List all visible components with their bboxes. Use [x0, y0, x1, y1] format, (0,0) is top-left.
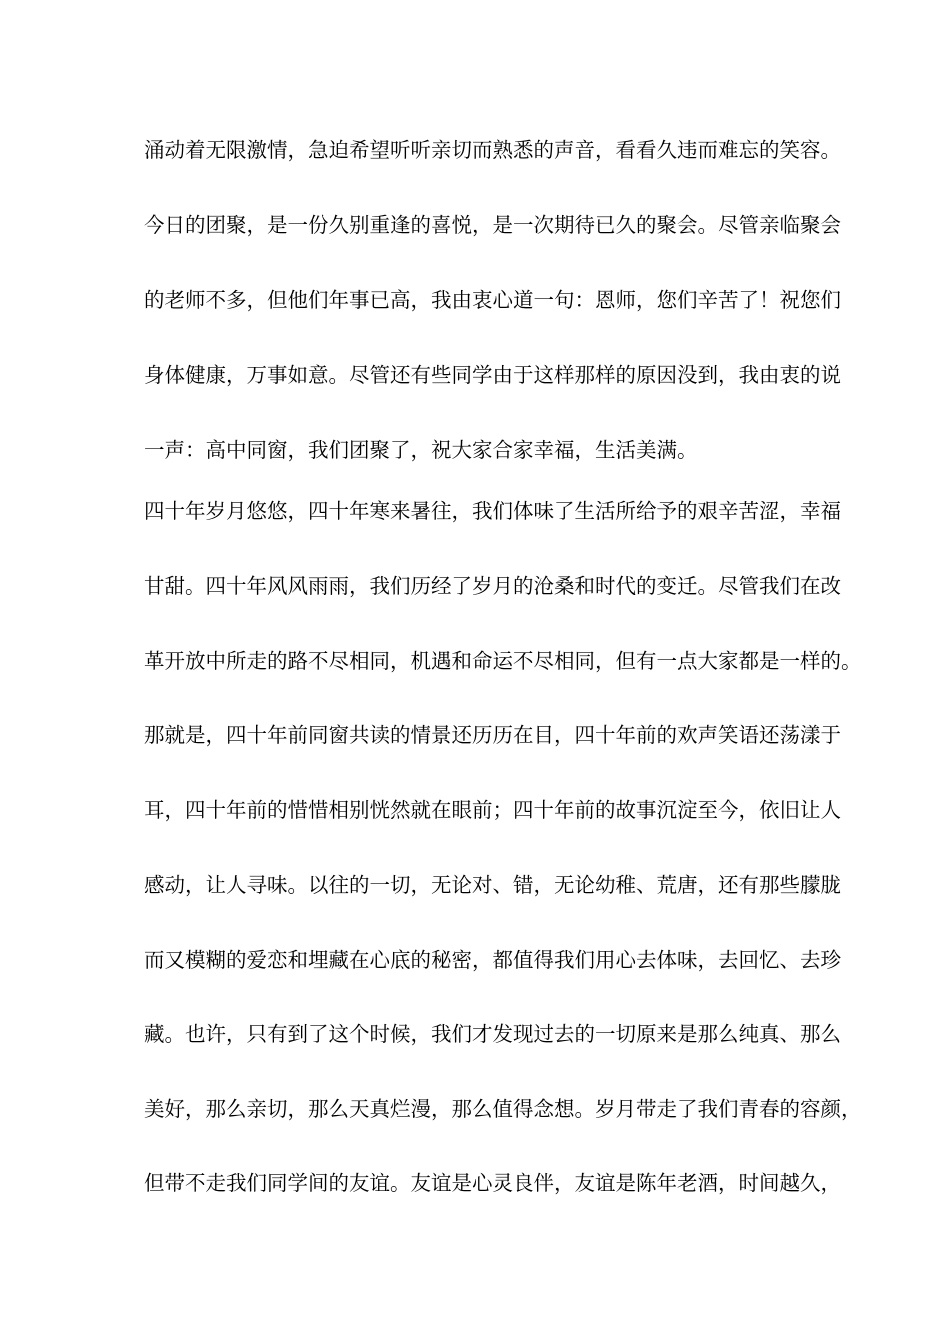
text-line: 一声：高中同窗，我们团聚了，祝大家合家幸福，生活美满。 — [144, 438, 698, 462]
text-line: 耳，四十年前的惜惜相别恍然就在眼前；四十年前的故事沉淀至今，依旧让人 — [144, 798, 841, 822]
text-line: 感动，让人寻味。以往的一切，无论对、错，无论幼稚、荒唐，还有那些朦胧 — [144, 873, 841, 897]
text-line: 但带不走我们同学间的友谊。友谊是心灵良伴，友谊是陈年老酒，时间越久， — [144, 1171, 841, 1195]
text-line: 今日的团聚，是一份久别重逢的喜悦，是一次期待已久的聚会。尽管亲临聚会 — [144, 213, 841, 237]
text-line: 涌动着无限激情，急迫希望听听亲切而熟悉的声音，看看久违而难忘的笑容。 — [144, 138, 841, 162]
text-line: 而又模糊的爱恋和埋藏在心底的秘密，都值得我们用心去体味，去回忆、去珍 — [144, 948, 841, 972]
text-line: 的老师不多，但他们年事已高，我由衷心道一句：恩师，您们辛苦了！祝您们 — [144, 288, 841, 312]
text-line: 身体健康，万事如意。尽管还有些同学由于这样那样的原因没到，我由衷的说 — [144, 363, 841, 387]
text-line: 那就是，四十年前同窗共读的情景还历历在目，四十年前的欢声笑语还荡漾于 — [144, 723, 841, 747]
text-line: 甘甜。四十年风风雨雨，我们历经了岁月的沧桑和时代的变迁。尽管我们在改 — [144, 574, 841, 598]
text-line: 美好，那么亲切，那么天真烂漫，那么值得念想。岁月带走了我们青春的容颜， — [144, 1097, 862, 1121]
text-line: 藏。也许，只有到了这个时候，我们才发现过去的一切原来是那么纯真、那么 — [144, 1022, 841, 1046]
text-line: 四十年岁月悠悠，四十年寒来暑往，我们体味了生活所给予的艰辛苦涩，幸福 — [144, 499, 841, 523]
text-line: 革开放中所走的路不尽相同，机遇和命运不尽相同，但有一点大家都是一样的。 — [144, 649, 862, 673]
